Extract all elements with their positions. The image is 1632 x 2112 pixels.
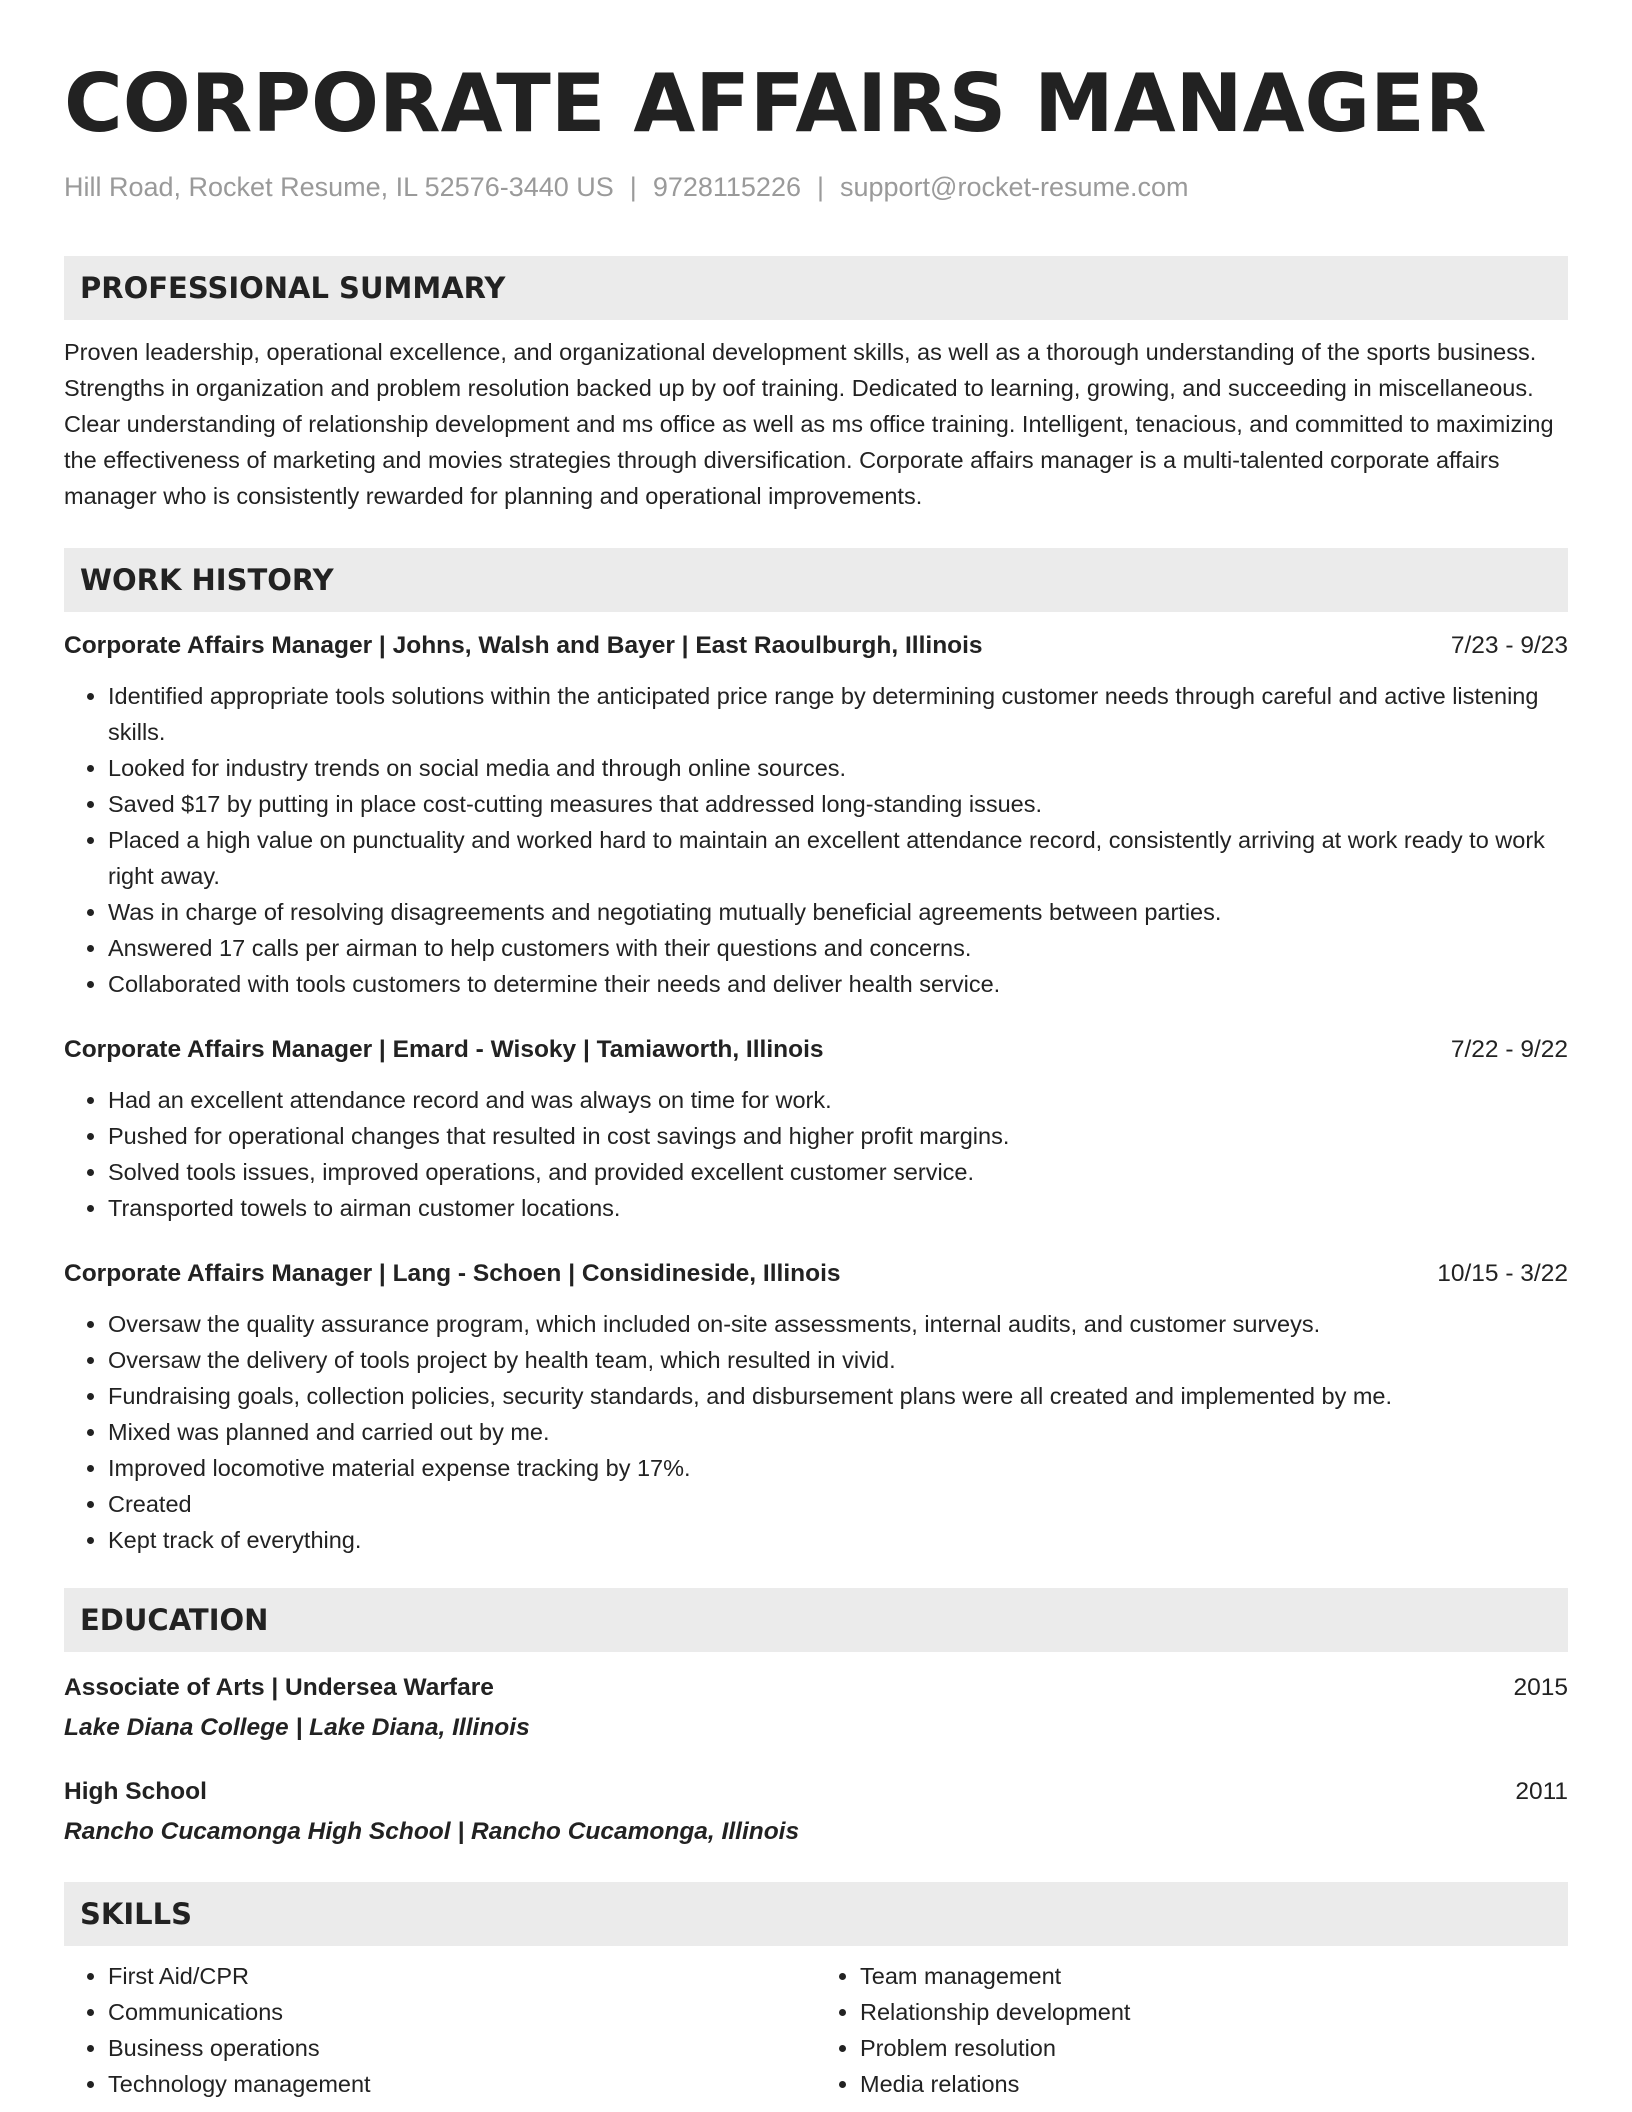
skill-item: • Problem resolution	[860, 2030, 1568, 2066]
job-bullet: • Identified appropriate tools solutions within the anticipated price range by determining customer needs through careful and active listening skills.	[108, 678, 1568, 750]
education-degree: High School	[64, 1778, 207, 1805]
job-title: Corporate Affairs Manager | Emard - Wisoky | Tamiaworth, Illinois	[64, 1036, 824, 1063]
job-bullet: • Oversaw the quality assurance program, which included on-site assessments, internal audits, and customer surveys.	[108, 1306, 1568, 1342]
skill-item: • Communications	[108, 1994, 816, 2030]
job-bullet: • Answered 17 calls per airman to help customers with their questions and concerns.	[108, 930, 1568, 966]
job-bullet: • Had an excellent attendance record and was always on time for work.	[108, 1082, 1568, 1118]
job-dates: 7/22 - 9/22	[1450, 1036, 1568, 1063]
job-bullet: • Saved $17 by putting in place cost-cutting measures that addressed long-standing issues.	[108, 786, 1568, 822]
job-bullet: • Transported towels to airman customer locations.	[108, 1190, 1568, 1226]
resume-title: CORPORATE AFFAIRS MANAGER	[64, 57, 1487, 150]
job-bullet: • Looked for industry trends on social media and through online sources.	[108, 750, 1568, 786]
job-header	[64, 1032, 1568, 1068]
job-bullet: • Collaborated with tools customers to determine their needs and deliver health service.	[108, 966, 1568, 1002]
summary-text: Proven leadership, operational excellence, and organizational development skills, as well as a thorough understanding of the sports business. Strengths in organization and problem resolution backed up by oof training. Dedicated to learning, growing, and succeeding in miscellaneous. Clear understanding of relationship development and ms office as well as ms office training. Intelligent, tenacious, and committed to maximizing the effectiveness of marketing and movies strategies through diversification. Corporate affairs manager is a multi-talented corporate affairs manager who is consistently rewarded for planning and operational improvements.	[64, 339, 1554, 509]
section-heading-summary: PROFESSIONAL SUMMARY	[64, 256, 1568, 320]
contact-phone: 9728115226	[652, 172, 801, 202]
section-heading-education: EDUCATION	[64, 1588, 1568, 1652]
skill-item: • Team management	[860, 1958, 1568, 1994]
job-title: Corporate Affairs Manager | Lang - Schoen | Considineside, Illinois	[64, 1260, 841, 1287]
skill-item: • Relationship development	[860, 1994, 1568, 2030]
job-entry	[64, 628, 1568, 1002]
job-entry	[64, 1032, 1568, 1226]
job-bullets	[64, 678, 1568, 1002]
skills-column-right	[816, 1958, 1568, 2102]
contact-email: support@rocket-resume.com	[840, 172, 1189, 202]
education-entry	[64, 1670, 1568, 1746]
job-header	[64, 1256, 1568, 1292]
job-bullet: • Kept track of everything.	[108, 1522, 1568, 1558]
skill-item: • First Aid/CPR	[108, 1958, 816, 1994]
job-bullet: • Pushed for operational changes that resulted in cost savings and higher profit margins.	[108, 1118, 1568, 1154]
job-bullets	[64, 1306, 1568, 1558]
job-bullet: • Created	[108, 1486, 1568, 1522]
contact-separator: |	[629, 172, 637, 202]
job-bullet: • Fundraising goals, collection policies, security standards, and disbursement plans were all created and implemented by me.	[108, 1378, 1568, 1414]
skills-column-left	[64, 1958, 816, 2102]
education-school: Rancho Cucamonga High School | Rancho Cucamonga, Illinois	[64, 1818, 800, 1845]
job-header	[64, 628, 1568, 664]
education-degree: Associate of Arts | Undersea Warfare	[64, 1674, 494, 1701]
job-entry	[64, 1256, 1568, 1558]
education-year: 2015	[1513, 1674, 1568, 1701]
job-dates: 10/15 - 3/22	[1437, 1260, 1568, 1287]
job-bullet: • Mixed was planned and carried out by me.	[108, 1414, 1568, 1450]
skill-item: • Media relations	[860, 2066, 1568, 2102]
education-year: 2011	[1515, 1778, 1568, 1805]
job-bullet: • Oversaw the delivery of tools project by health team, which resulted in vivid.	[108, 1342, 1568, 1378]
skills-list	[64, 1958, 1568, 2102]
section-heading-work: WORK HISTORY	[64, 548, 1568, 612]
skill-item: • Business operations	[108, 2030, 816, 2066]
section-heading-skills: SKILLS	[64, 1882, 1568, 1946]
skill-item: • Technology management	[108, 2066, 816, 2102]
education-header	[64, 1774, 1568, 1810]
contact-line	[64, 170, 1568, 204]
job-bullet: • Was in charge of resolving disagreements and negotiating mutually beneficial agreements between parties.	[108, 894, 1568, 930]
job-bullet: • Solved tools issues, improved operations, and provided excellent customer service.	[108, 1154, 1568, 1190]
job-title: Corporate Affairs Manager | Johns, Walsh and Bayer | East Raoulburgh, Illinois	[64, 632, 983, 659]
job-bullet: • Placed a high value on punctuality and worked hard to maintain an excellent attendance record, consistently arriving at work ready to work right away.	[108, 822, 1568, 894]
education-entry	[64, 1774, 1568, 1850]
job-bullets	[64, 1082, 1568, 1226]
job-dates: 7/23 - 9/23	[1450, 632, 1568, 659]
job-bullet: • Improved locomotive material expense tracking by 17%.	[108, 1450, 1568, 1486]
contact-address: Hill Road, Rocket Resume, IL 52576-3440 US	[64, 172, 614, 202]
education-header	[64, 1670, 1568, 1706]
education-school: Lake Diana College | Lake Diana, Illinois	[64, 1714, 530, 1741]
contact-separator: |	[816, 172, 824, 202]
